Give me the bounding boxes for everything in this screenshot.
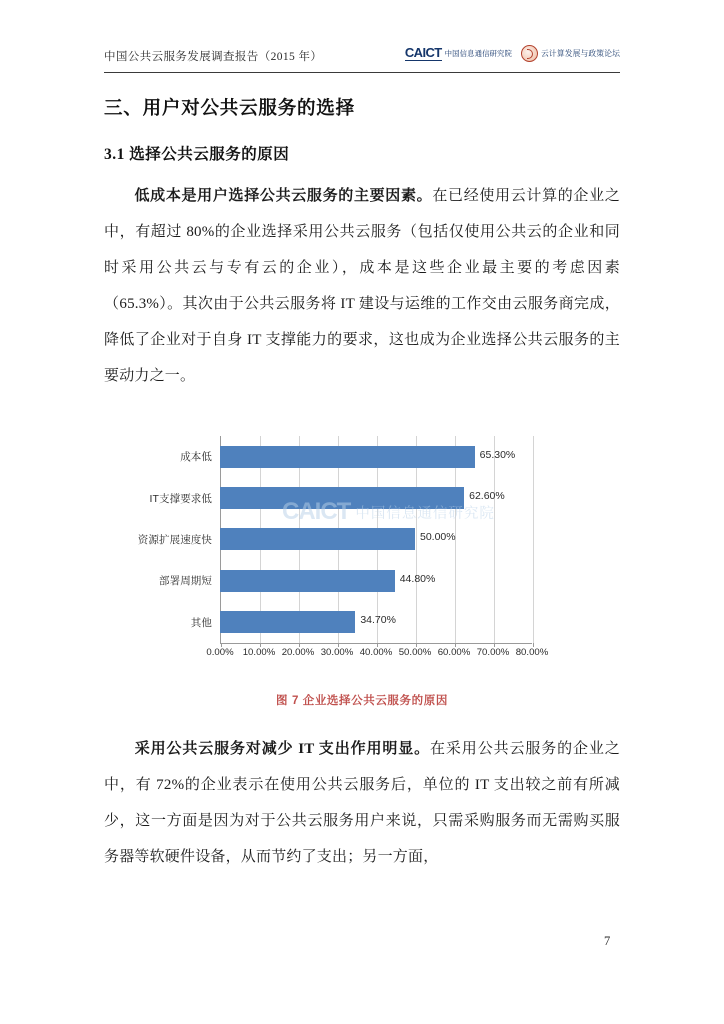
- chart-category-label: IT支撑要求低: [149, 492, 212, 505]
- chart-x-tick-label: 20.00%: [281, 647, 315, 658]
- chart-x-tick-label: 60.00%: [437, 647, 471, 658]
- chart-x-tick-label: 0.00%: [206, 647, 234, 658]
- paragraph-first-lead: 低成本是用户选择公共云服务的主要因素。: [134, 188, 433, 204]
- caict-logo-name: 中国信息通信研究院: [444, 48, 513, 58]
- chart-bar: [220, 611, 355, 633]
- bar-chart: [134, 432, 590, 677]
- chart-value-label: 34.70%: [360, 614, 396, 627]
- chart-x-axis-line: [220, 643, 532, 644]
- header-logos: [405, 45, 620, 62]
- watermark-name: 中国信息通信研究院: [355, 505, 495, 522]
- chart-x-tick-label: 70.00%: [476, 647, 510, 658]
- chart-value-label: 44.80%: [399, 572, 436, 585]
- chart-value-label: 62.60%: [469, 490, 505, 503]
- chart-x-tick-label: 30.00%: [320, 647, 354, 658]
- chart-bar-row: [134, 602, 532, 643]
- chart-bar-row: [134, 436, 532, 477]
- paragraph-first: [104, 178, 620, 394]
- watermark-caict-icon: CAICT: [282, 498, 351, 525]
- section-heading: 三、用户对公共云服务的选择: [104, 99, 355, 119]
- chart-bar-row: [134, 560, 532, 601]
- chart-bar: [220, 528, 415, 550]
- cloud-forum-badge-icon: [521, 45, 538, 62]
- chart-x-tick-labels: [206, 647, 549, 663]
- chart-value-label: 50.00%: [420, 531, 456, 544]
- paragraph-first-body: 在已经使用云计算的企业之中，有超过 80%的企业选择采用公共云服务（包括仅使用公共云的企业和同时采用公共云与专有云的企业），成本是这些企业最主要的考虑因素（65.3%）。其次由于公共云服务将 IT 建设与运维的工作交由云服务商完成，降低了企业对于自身 IT 支撑能力的要求，这也成为企业选择公共云服务的主要动力之一。: [104, 188, 620, 384]
- chart-x-tick-label: 50.00%: [398, 647, 432, 658]
- chart-category-label: 资源扩展速度快: [137, 533, 212, 546]
- running-header: [104, 45, 620, 71]
- chart-x-tick-label: 80.00%: [515, 647, 549, 658]
- caict-logo: [405, 46, 512, 61]
- chart-bar-area: [220, 477, 532, 518]
- cloud-forum-logo: [521, 45, 620, 62]
- cloud-forum-logo-name: 云计算发展与政策论坛: [541, 49, 620, 58]
- chart-bar: [220, 570, 395, 592]
- chart-gridline: [533, 436, 534, 643]
- chart-bar: [220, 446, 475, 468]
- paragraph-second-body: 在采用公共云服务的企业之中，有 72%的企业表示在使用公共云服务后，单位的 IT 支出较之前有所减少，这一方面是因为对于公共云服务用户来说，只需采购服务而无需购买服务器等软硬件设备，从而节约了支出；另一方面，: [104, 741, 620, 865]
- header-report-title: 中国公共云服务发展调查报告（2015 年）: [104, 51, 323, 63]
- chart-category-label: 成本低: [180, 451, 212, 464]
- paragraph-second: [104, 731, 620, 875]
- chart-bar-area: [220, 519, 532, 560]
- header-divider: [104, 72, 620, 73]
- chart-bar-row: [134, 519, 532, 560]
- chart-bar-area: [220, 436, 532, 477]
- page-number: 7: [604, 934, 611, 948]
- chart-x-tick-label: 40.00%: [359, 647, 393, 658]
- paragraph-second-lead: 采用公共云服务对减少 IT 支出作用明显。: [134, 741, 431, 757]
- caict-wordmark-icon: CAICT: [404, 45, 442, 61]
- chart-x-tick-label: 10.00%: [242, 647, 276, 658]
- chart-value-label: 65.30%: [479, 448, 516, 461]
- subsection-heading: 3.1 选择公共云服务的原因: [104, 146, 290, 163]
- chart-bar-row: [134, 477, 532, 518]
- chart-category-label: 部署周期短: [159, 575, 212, 588]
- chart-category-label: 其他: [190, 616, 212, 629]
- chart-bar: [220, 487, 464, 509]
- chart-bar-rows: [134, 436, 532, 643]
- chart-bar-area: [220, 560, 532, 601]
- chart-bar-area: [220, 602, 532, 643]
- chart-caption: 图 7 企业选择公共云服务的原因: [276, 695, 448, 707]
